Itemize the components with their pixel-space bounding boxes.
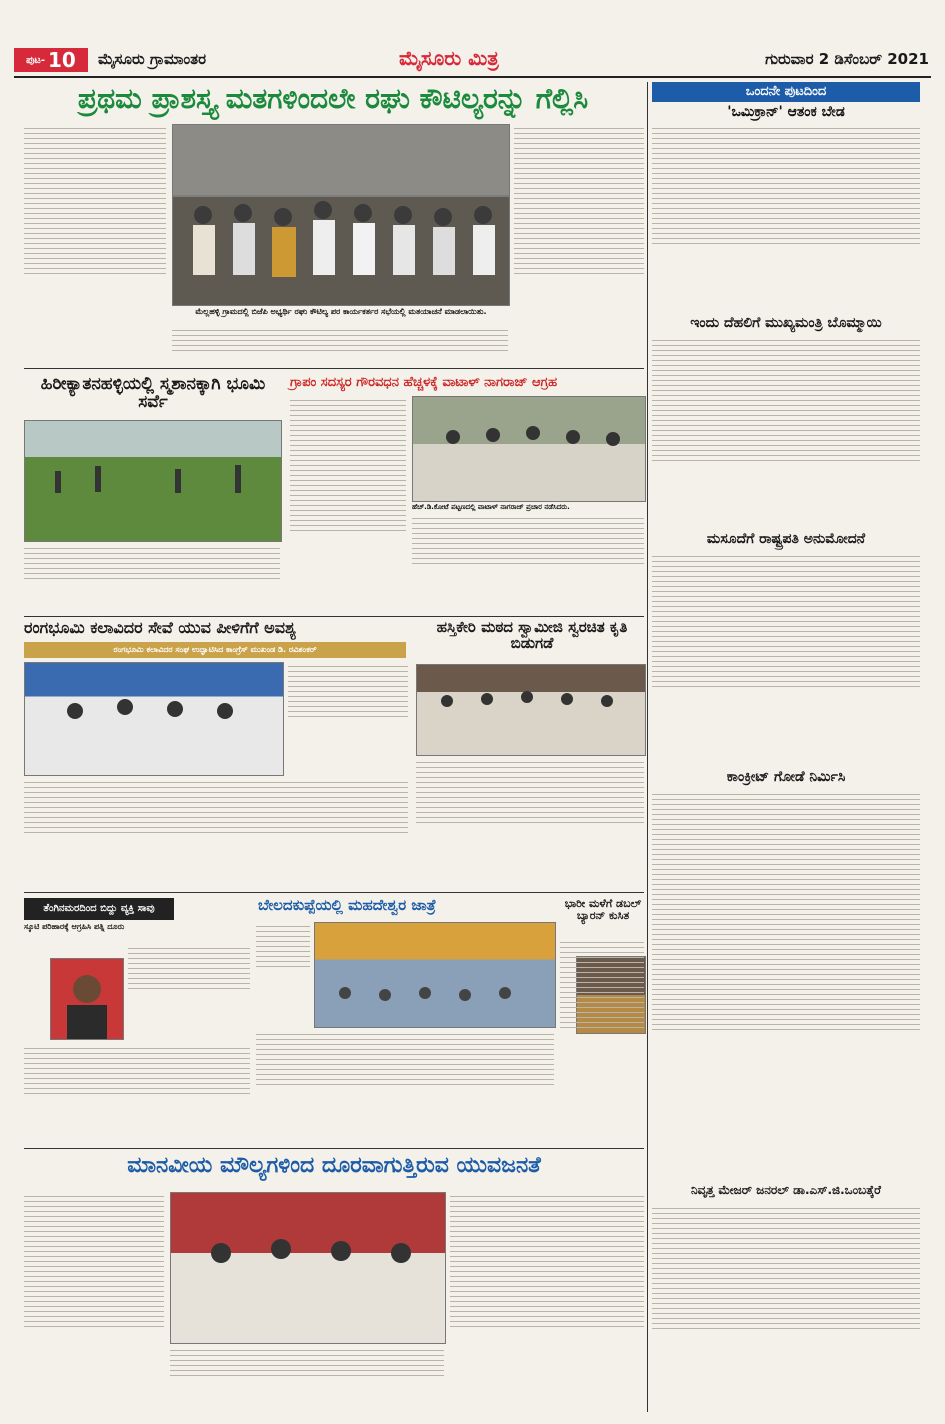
theatre-subhead: ರಂಗಭೂಮಿ ಕಲಾವಿದರ ಸಂಘ ಉದ್ಘಾಟಿಸಿದ ಕಾಂಗ್ರೆಸ್ ಮುಖಂಡ ಡಿ. ರವಿಶಂಕರ್ xyxy=(24,642,406,658)
jatre-text-bottom xyxy=(256,1030,554,1144)
swamiji-text xyxy=(416,758,644,888)
survey-photo xyxy=(24,420,282,542)
youth-text-bottom xyxy=(170,1346,444,1410)
lead-headline: ಪ್ರಥಮ ಪ್ರಾಶಸ್ತ್ಯ ಮತಗಳಿಂದಲೇ ರಘು ಕೌಟಿಲ್ಯರನ್ನು ಗೆಲ್ಲಿಸಿ xyxy=(77,82,589,115)
theatre-headline: ರಂಗಭೂಮಿ ಕಲಾವಿದರ ಸೇವೆ ಯುವ ಪೀಳಿಗೆಗೆ ಅವಶ್ಯ xyxy=(24,618,296,637)
theatre-photo xyxy=(24,662,284,776)
omicron-headline: 'ಒಮಿಕ್ರಾನ್' ಆತಂಕ ಬೇಡ xyxy=(727,104,845,120)
youth-text-left xyxy=(24,1192,164,1410)
page-number-box xyxy=(14,48,88,72)
jatre-headline: ಬೇಲದಕುಪ್ಪೆಯಲ್ಲಿ ಮಹದೇಶ್ವರ ಜಾತ್ರೆ xyxy=(258,896,436,914)
president-text xyxy=(652,552,920,768)
jatre-text-left xyxy=(256,922,310,1022)
lead-photo-caption: ಮೆಲ್ಲಹಳ್ಳಿ ಗ್ರಾಮದಲ್ಲಿ ಬಿಜೆಪಿ ಅಭ್ಯರ್ಥಿ ರಘು ಕೌಟಿಲ್ಯ ಪರ ಕಾರ್ಯಕರ್ತರ ಸಭೆಯಲ್ಲಿ ಮತಯಾಚನೆ ಮಾಡಲಾಯಿತು. xyxy=(195,307,487,316)
youth-headline: ಮಾನವೀಯ ಮೌಲ್ಯಗಳಿಂದ ದೂರವಾಗುತ್ತಿರುವ ಯುವಜನತೆ xyxy=(127,1153,541,1178)
page-number: 10 xyxy=(47,48,76,72)
lead-photo-people xyxy=(173,125,509,305)
issue-date: ಗುರುವಾರ 2 ಡಿಸೆಂಬರ್ 2021 xyxy=(765,50,929,68)
coconut-text xyxy=(24,1044,250,1144)
divider xyxy=(24,1148,644,1149)
concrete-wall-headline: ಕಾಂಕ್ರೀಟ್ ಗೋಡೆ ನಿರ್ಮಿಸಿ xyxy=(726,769,846,785)
swamiji-photo xyxy=(416,664,646,756)
concrete-wall-text xyxy=(652,790,920,1180)
sidebar-divider xyxy=(647,82,648,1412)
divider xyxy=(24,368,644,369)
coconut-headline: ತೆಂಗಿನಮರದಿಂದ ಬಿದ್ದು ವ್ಯಕ್ತಿ ಸಾವು xyxy=(24,898,174,920)
lead-story-text-bottom xyxy=(172,326,508,364)
rain-headline: ಭಾರೀ ಮಳೆಗೆ ಡಬಲ್ ಬ್ಯಾರನ್ ಕುಸಿತ xyxy=(564,897,642,922)
paper-name: ಮೈಸೂರು ಮಿತ್ರ xyxy=(399,46,499,70)
cm-delhi-text xyxy=(652,336,920,536)
survey-text xyxy=(24,544,280,612)
cm-delhi-headline: ಇಂದು ದೆಹಲಿಗೆ ಮುಖ್ಯಮಂತ್ರಿ ಬೊಮ್ಮಾಯಿ xyxy=(690,315,882,331)
coconut-subhead: ಸ್ಕೂಟಿ ಪರಿಹಾರಕ್ಕೆ ಆಗ್ರಹಿಸಿ ಪತ್ನಿ ದೂರು xyxy=(24,922,125,931)
divider xyxy=(24,616,644,617)
panchayat-caption: ಹೆಚ್.ಡಿ.ಕೋಟೆ ಪಟ್ಟಣದಲ್ಲಿ ವಾಟಾಳ್ ನಾಗರಾಜ್ ಪ್ರಚಾರ ನಡೆಸಿದರು. xyxy=(412,503,570,511)
theatre-text-bottom xyxy=(24,778,408,888)
section-title: ಮೈಸೂರು ಗ್ರಾಮಾಂತರ xyxy=(98,50,207,68)
retired-general-headline: ನಿವೃತ್ತ ಮೇಜರ್ ಜನರಲ್ ಡಾ.ಎಸ್.ಜಿ.ಒಂಬತ್ಕೆರೆ xyxy=(691,1183,881,1197)
lead-story-text-right xyxy=(514,124,644,362)
rain-text xyxy=(560,938,644,1144)
omicron-text xyxy=(652,124,920,314)
youth-text-right xyxy=(450,1192,644,1410)
panchayat-text-left xyxy=(290,396,406,612)
swamiji-headline: ಹಸ್ತಿಕೇರಿ ಮಠದ ಸ್ವಾಮೀಜಿ ಸ್ವರಚಿತ ಕೃತಿ ಬಿಡುಗಡೆ xyxy=(436,618,628,652)
masthead xyxy=(14,46,931,78)
youth-photo xyxy=(170,1192,446,1344)
president-headline: ಮಸೂದೆಗೆ ರಾಷ್ಟ್ರಪತಿ ಅನುಮೋದನೆ xyxy=(706,531,866,547)
page-prefix: ಪುಟ- xyxy=(26,54,45,66)
coconut-text-side xyxy=(128,944,250,1040)
panchayat-text-right xyxy=(412,514,644,612)
theatre-text-right xyxy=(288,662,408,774)
retired-general-text xyxy=(652,1204,920,1410)
panchayat-photo xyxy=(412,396,646,502)
continued-banner: ಒಂದನೇ ಪುಟದಿಂದ xyxy=(652,82,920,102)
lead-story-text-left xyxy=(24,124,166,362)
coconut-photo xyxy=(50,958,124,1040)
panchayat-headline: ಗ್ರಾಪಂ ಸದಸ್ಯರ ಗೌರವಧನ ಹೆಚ್ಚಳಕ್ಕೆ ವಾಟಾಳ್ ನಾಗರಾಜ್ ಆಗ್ರಹ xyxy=(290,375,558,390)
survey-headline: ಹಿರೀಕ್ಯಾತನಹಳ್ಳಿಯಲ್ಲಿ ಸ್ಮಶಾನಕ್ಕಾಗಿ ಭೂಮಿ ಸರ್ವೆ xyxy=(40,374,266,412)
divider xyxy=(24,892,644,893)
jatre-photo xyxy=(314,922,556,1028)
lead-photo xyxy=(172,124,510,306)
